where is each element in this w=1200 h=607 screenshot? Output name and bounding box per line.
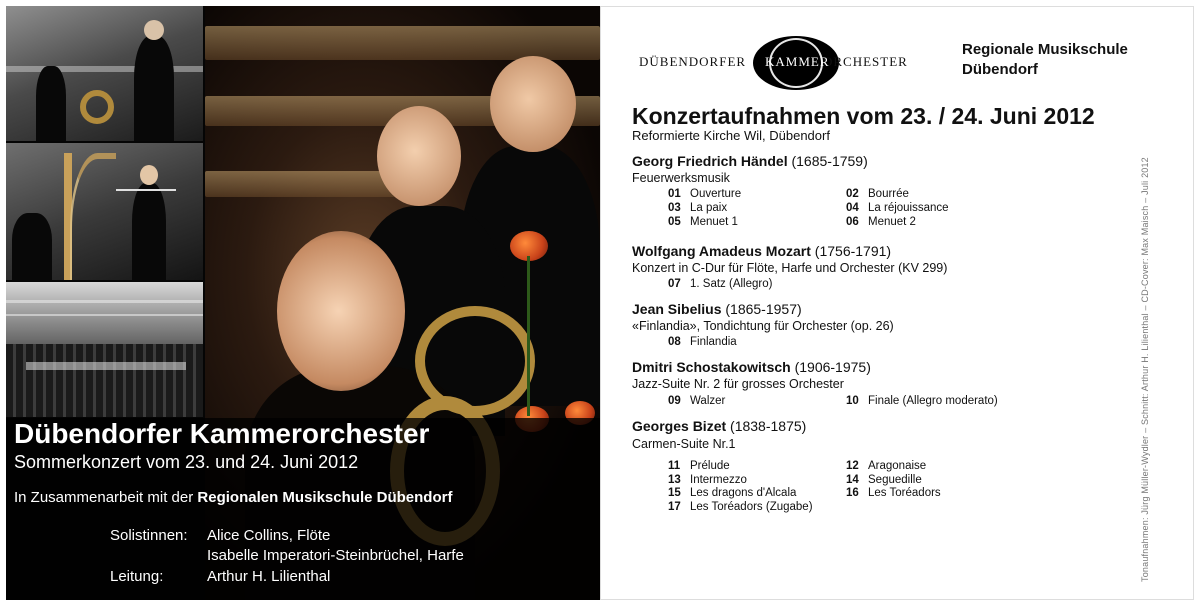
track-item: 01 Ouverture (668, 188, 742, 200)
photo-concert-hall (6, 282, 203, 417)
conductor-label: Leitung: (110, 568, 164, 585)
recording-venue: Reformierte Kirche Wil, Dübendorf (632, 128, 830, 143)
music-school-name (962, 40, 1128, 80)
track-item: 04 La réjouissance (846, 202, 949, 214)
soloists-label: Solistinnen: (110, 527, 188, 544)
logo-word-left: DÜBENDORFER (639, 54, 747, 69)
track-item: 03 La paix (668, 202, 728, 214)
track-item: 11 Prélude (668, 460, 730, 472)
work-handel: Feuerwerksmusik (632, 171, 730, 185)
photo-orchestra-rehearsal (6, 6, 203, 141)
photo-harp-flute (6, 143, 203, 280)
music-school-line-1: Regionale Musikschule (962, 41, 1128, 58)
track-item: 14 Seguedille (846, 474, 922, 486)
work-sibelius: «Finlandia», Tondichtung für Orchester (op. 26) (632, 319, 894, 333)
track-item: 09 Walzer (668, 395, 726, 407)
production-credits: Tonaufnahmen: Jürg Müller-Wydler – Schnitt: Arthur H. Lilienthal – CD-Cover: Max Maisch – Juli 2012 (1140, 157, 1150, 582)
track-item: 15 Les dragons d'Alcala (668, 487, 797, 499)
track-item: 17 Les Toréadors (Zugabe) (668, 501, 813, 513)
work-bizet: Carmen-Suite Nr.1 (632, 437, 736, 451)
track-item: 12 Aragonaise (846, 460, 927, 472)
logo-word-mid: KAMMER (765, 54, 830, 69)
composer-schostakowitsch: Dmitri Schostakowitsch (1906-1975) (632, 359, 871, 375)
logo-word-right: ORCHESTER (823, 54, 908, 69)
track-item: 02 Bourrée (846, 188, 909, 200)
soloist-2: Isabelle Imperatori-Steinbrüchel, Harfe (207, 547, 464, 564)
track-item: 13 Intermezzo (668, 474, 747, 486)
composer-sibelius: Jean Sibelius (1865-1957) (632, 301, 802, 317)
collab-partner: Regionalen Musikschule Dübendorf (197, 489, 453, 506)
music-school-line-2: Dübendorf (962, 61, 1038, 78)
work-schostakowitsch: Jazz-Suite Nr. 2 für grosses Orchester (632, 377, 844, 391)
cover-subtitle: Sommerkonzert vom 23. und 24. Juni 2012 (14, 452, 359, 472)
work-mozart: Konzert in C-Dur für Flöte, Harfe und Orchester (KV 299) (632, 261, 948, 275)
conductor-name: Arthur H. Lilienthal (207, 568, 331, 585)
composer-bizet: Georges Bizet (1838-1875) (632, 418, 807, 434)
collab-prefix: In Zusammenarbeit mit der (14, 489, 198, 506)
cover-collaboration (14, 489, 452, 506)
tracklist-panel (600, 6, 1194, 600)
track-item: 05 Menuet 1 (668, 216, 738, 228)
track-item: 07 1. Satz (Allegro) (668, 278, 773, 290)
composer-handel: Georg Friedrich Händel (1685-1759) (632, 153, 868, 169)
track-item: 08 Finlandia (668, 336, 737, 348)
composer-mozart: Wolfgang Amadeus Mozart (1756-1791) (632, 243, 892, 259)
cover-title: Dübendorfer Kammerorchester (14, 418, 430, 449)
track-item: 16 Les Toréadors (846, 487, 941, 499)
soloist-1: Alice Collins, Flöte (207, 527, 331, 544)
track-item: 10 Finale (Allegro moderato) (846, 395, 998, 407)
recording-title: Konzertaufnahmen vom 23. / 24. Juni 2012 (632, 103, 1095, 129)
track-item: 06 Menuet 2 (846, 216, 916, 228)
cover-panel (6, 6, 600, 600)
